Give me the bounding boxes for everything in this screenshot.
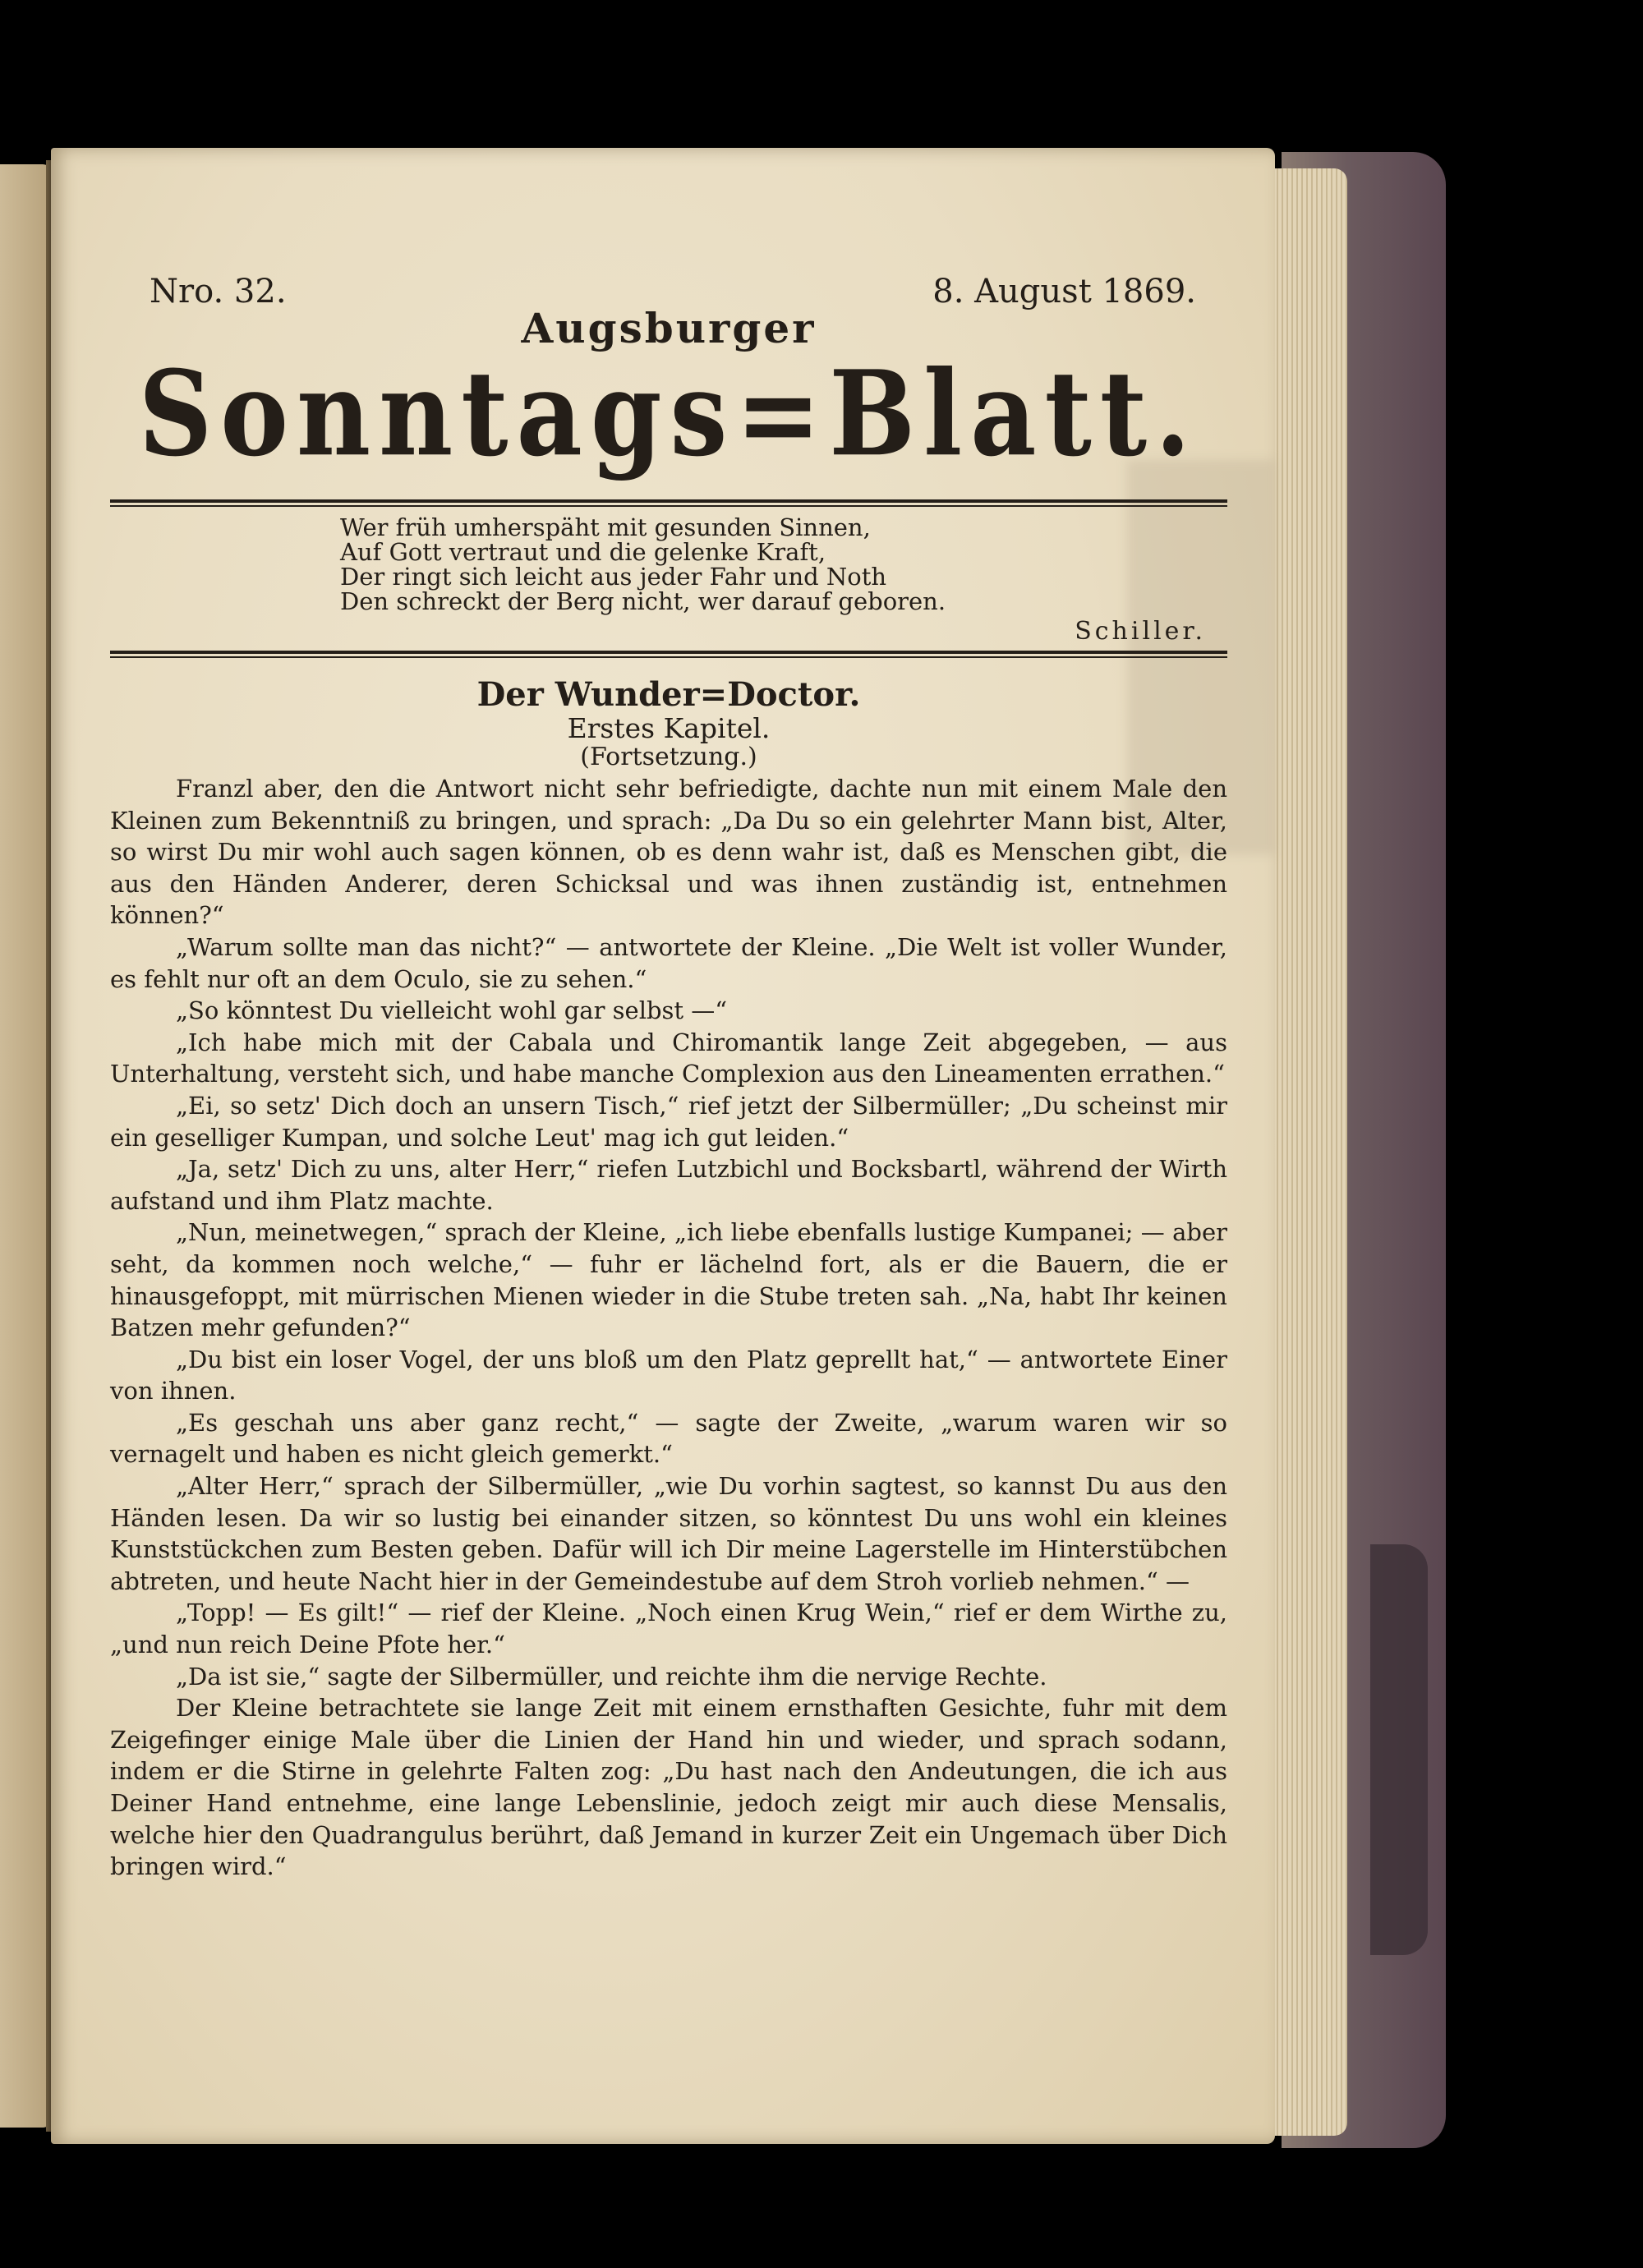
masthead-rule [110,499,1227,507]
cover-wear [1370,1544,1428,1955]
masthead-title: Sonntags=Blatt. [138,346,1199,483]
issue-date: 8. August 1869. [932,273,1196,311]
paragraph: „Ei, so setz' Dich doch an unsern Tisch,“ rief jetzt der Silbermüller; „Du scheinst mir ein geselliger Kumpan, und solche Leut' mag ich gut leiden.“ [110,1091,1227,1152]
article-body [110,773,1227,1883]
motto-line: Der ringt sich leicht aus jeder Fahr und Noth [340,563,887,591]
motto-line: Auf Gott vertraut und die gelenke Kraft, [340,538,826,566]
motto-line: Wer früh umherspäht mit gesunden Sinnen, [340,513,871,541]
issue-number: Nro. 32. [150,273,287,311]
article-title: Der Wunder=Doctor. [476,675,861,714]
paragraph: „Nun, meinetwegen,“ sprach der Kleine, „ich liebe ebenfalls lustige Kumpanei; — aber seht, da kommen noch welche,“ — fuhr er lächelnd fort, als er die Bauern, die er hinausgefoppt, mit mürrischen Mienen wieder in die Stube treten sah. „Na, habt Ihr keinen Batzen mehr gefunden?“ [110,1218,1227,1342]
newspaper-page [51,148,1275,2144]
continuation-note: (Fortsetzung.) [580,743,757,771]
masthead-subtitle: Augsburger [521,304,817,352]
paragraph: „Da ist sie,“ sagte der Silbermüller, und reichte ihm die nervige Rechte. [176,1662,1047,1691]
paragraph: „Ja, setz' Dich zu uns, alter Herr,“ riefen Lutzbichl und Bocksbartl, während der Wirth aufstand und ihm Platz machte. [110,1155,1227,1215]
paragraph: Der Kleine betrachtete sie lange Zeit mit einem ernsthaften Gesichte, fuhr mit dem Zeigefinger einige Male über die Linien der Hand hin und wieder, und sprach sodann, indem er die Stirne in gelehrte Falten zog: „Du hast nach den Andeutungen, die ich aus Deiner Hand entnehme, eine lange Lebenslinie, jedoch zeigt mir auch diese Mensalis, welche hier den Quadrangulus berührt, daß Jemand in kurzer Zeit ein Ungemach über Dich bringen wird.“ [110,1694,1227,1881]
motto-rule [110,651,1227,658]
chapter-heading: Erstes Kapitel. [567,712,771,744]
paragraph: „Es geschah uns aber ganz recht,“ — sagte der Zweite, „warum waren wir so vernagelt und haben es nicht gleich gemerkt.“ [110,1408,1227,1469]
paragraph: „Du bist ein loser Vogel, der uns bloß um den Platz geprellt hat,“ — antwortete Einer von ihnen. [110,1345,1227,1405]
motto [110,515,1227,614]
paragraph: „Warum sollte man das nicht?“ — antwortete der Kleine. „Die Welt ist voller Wunder, es fehlt nur oft an dem Oculo, sie zu sehen.“ [110,932,1227,993]
motto-line: Den schreckt der Berg nicht, wer darauf geboren. [340,587,946,615]
motto-author: Schiller. [1075,617,1206,646]
paragraph: „Topp! — Es gilt!“ — rief der Kleine. „Noch einen Krug Wein,“ rief er dem Wirthe zu, „und nun reich Deine Pfote her.“ [110,1599,1227,1659]
paragraph: „So könntest Du vielleicht wohl gar selbst —“ [176,996,728,1025]
paragraph: Franzl aber, den die Antwort nicht sehr befriedigte, dachte nun mit einem Male den Kleinen zum Bekenntniß zu bringen, und sprach: „Da Du so ein gelehrter Mann bist, Alter, so wirst Du mir wohl auch sagen können, ob es denn wahr ist, daß es Menschen gibt, die aus den Händen Anderer, deren Schicksal und was ihnen zuständig ist, entnehmen können?“ [110,775,1227,930]
paragraph: „Alter Herr,“ sprach der Silbermüller, „wie Du vorhin sagtest, so kannst Du aus den Händen lesen. Da wir so lustig bei einander sitzen, so könntest Du uns wohl ein kleines Kunststückchen zum Besten geben. Dafür will ich Dir meine Lagerstelle im Hinterstübchen abtreten, und heute Nacht hier in der Gemeindestube auf dem Stroh vorlieb nehmen.“ — [110,1472,1227,1595]
paragraph: „Ich habe mich mit der Cabala und Chiromantik lange Zeit abgegeben, — aus Unterhaltung, versteht sich, und habe manche Complexion aus den Lineamenten errathen.“ [110,1028,1227,1088]
previous-page-edge [0,164,51,2128]
page-content [110,271,1227,1883]
